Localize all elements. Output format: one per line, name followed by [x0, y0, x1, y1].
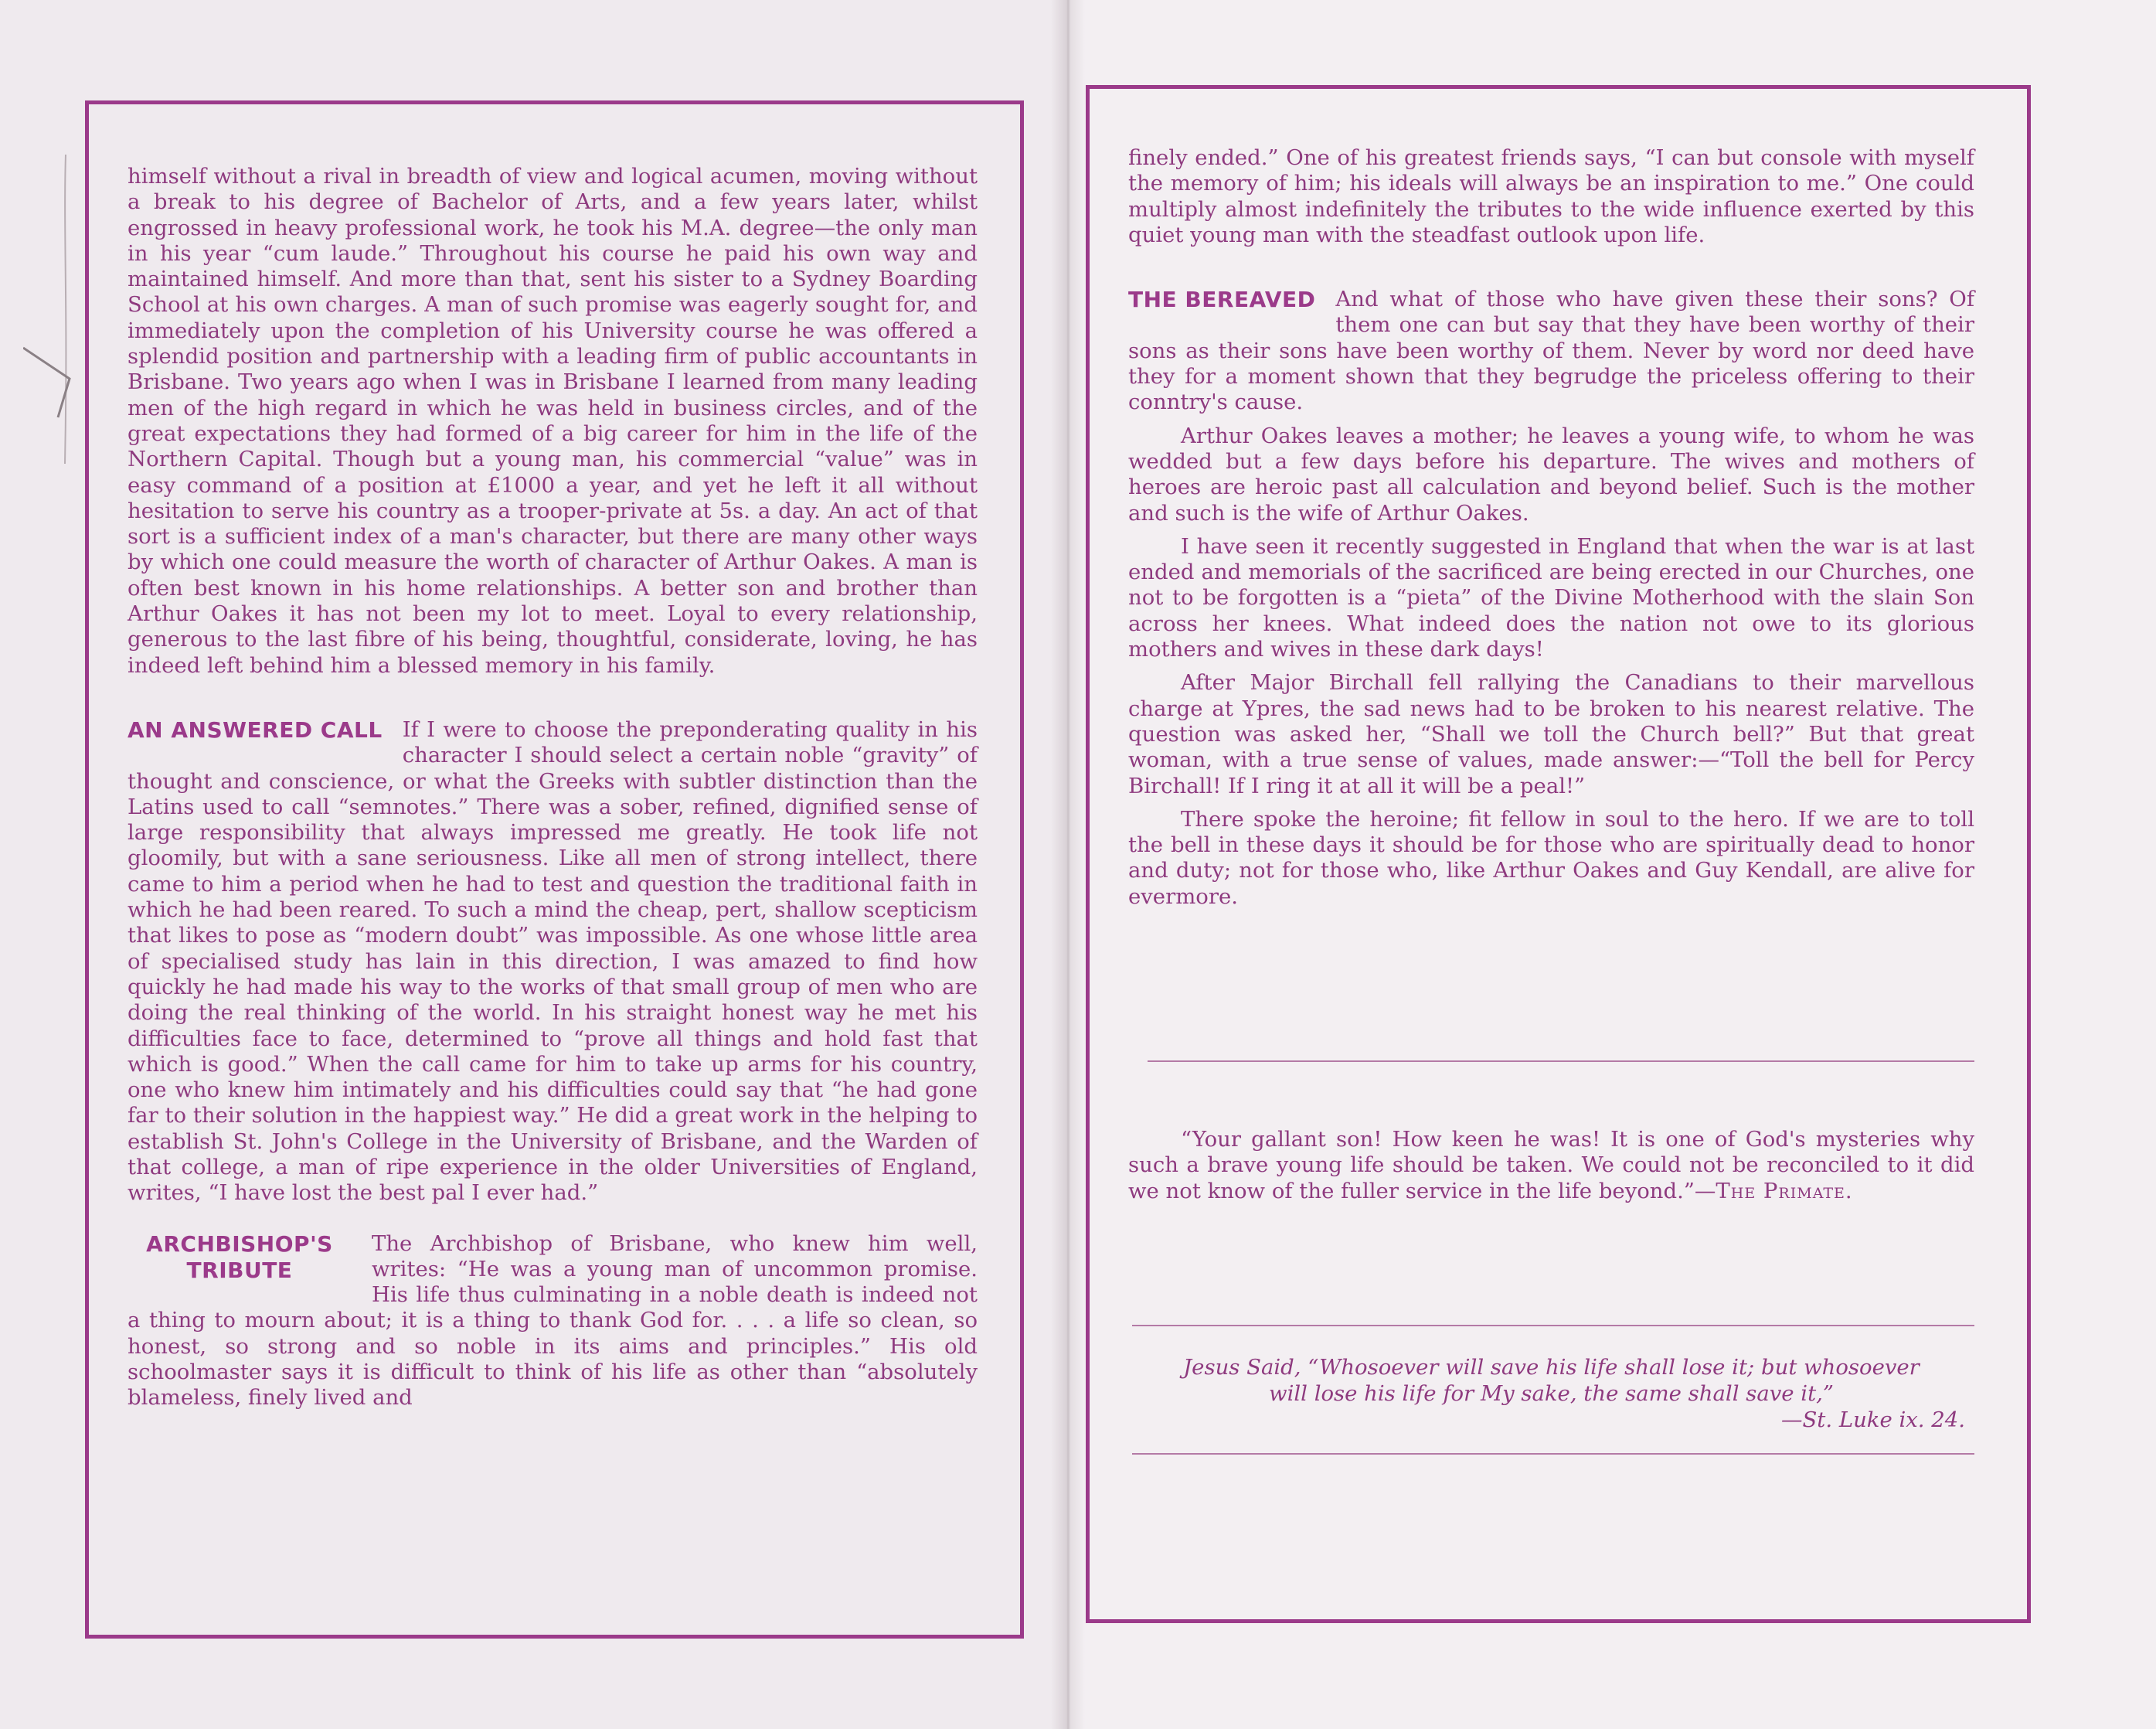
scripture-line-2: will lose his life for My sake, the same shall save it,” [1269, 1381, 1834, 1406]
scripture-quote [1128, 1354, 1974, 1433]
scripture-line-1: Jesus Said, “Whosoever will save his life shall lose it; but whosoever [1183, 1355, 1920, 1380]
bereaved-paragraph-2: Arthur Oakes leaves a mother; he leaves a young wife, to whom he was wedded but a few days before his departure. The wives and mothers of heroes are heroic past all calculation and beyond belief. Such is the mother and such is the wife of Arthur Oakes. [1128, 423, 1974, 526]
answered-call-text: If I were to choose the preponderating quality in his character I should select a certain noble “gravity” of thought and conscience, or what the Greeks with subtler distinction than the Latins used to call “semnotes.” There was a sober, refined, dignified sense of large responsibility that always impressed me greatly. He took life not gloomily, but with a sane seriousness. Like all men of strong intellect, there came to him a period when he had to test and question the traditional faith in which he had been reared. To such a mind the cheap, pert, shallow scepticism that likes to pose as “modern doubt” was impossible. As one whose little area of specialised study has lain in this direction, I was amazed to find how quickly he had made his way to the works of that small group of men who are doing the real thinking of the world. In his straight honest way he met his difficulties face to face, determined to “prove all things and hold fast that which is good.” When the call came for him to take up arms for his country, one who knew him intimately and his difficulties could say that “he had gone far to their solution in the happiest way.” He did a great work in the helping to establish St. John's College in the University of Brisbane, and the Warden of that college, a man of ripe experience in the older Universities of England, writes, “I have lost the best pal I ever had.” [128, 716, 978, 1206]
left-page-text [128, 164, 978, 1411]
scripture-citation: —St. Luke ix. 24. [1780, 1407, 1965, 1432]
bereaved-paragraph-4: After Major Birchall fell rallying the Canadians to their marvellous charge at Ypres, the sad news had to be broken to his nearest relative. The question was asked her, “Shall we toll the Church bell?” But that great woman, with a true sense of values, made answer:—“Toll the bell for Percy Birchall! If I ring it at all it will be a peal!” [1128, 670, 1974, 798]
archbishop-heading [128, 1231, 352, 1284]
divider-rule [1132, 1325, 1974, 1326]
bereaved-paragraph-5: There spoke the heroine; fit fellow in soul to the hero. If we are to toll the bell in these days it should be for those who are spiritually dead to honor and duty; not for those who, like Arthur Oakes and Guy Kendall, are alive for evermore. [1128, 806, 1974, 909]
archbishop-heading-line1: ARCHBISHOP'S [146, 1230, 333, 1257]
archbishop-section [128, 1231, 978, 1411]
page-gutter [1051, 0, 1085, 1729]
primate-quote-paragraph [1128, 1127, 1974, 1204]
archbishop-text: The Archbishop of Brisbane, who knew him well, writes: “He was a young man of uncommon promise. His life thus culminating in a noble death is indeed not a thing to mourn about; it is a thing to thank God for. . . . a life so clean, so honest, so strong and so noble in its aims and principles.” His old schoolmaster says it is difficult to think of his life as other than “absolutely blameless, finely lived and [128, 1230, 978, 1411]
intro-paragraph: himself without a rival in breadth of view and logical acumen, moving without a break to his degree of Bachelor of Arts, and a few years later, whilst engrossed in heavy professional work, he took his M.A. degree—the only man in his year “cum laude.” Throughout his course he paid his own way and maintained himself. And more than that, sent his sister to a Sydney Boarding School at his own charges. A man of such promise was eagerly sought for, and immediately upon the completion of his University course he was offered a splendid position and partnership with a leading firm of public accountants in Brisbane. Two years ago when I was in Brisbane I learned from many leading men of the high regard in which he was held in business circles, and of the great expectations they had formed of a big career for him in the life of the Northern Capital. Though but a young man, his commercial “value” was in easy command of a position at £1000 a year, and yet he left it all without hesitation to serve his country as a trooper-private at 5s. a day. An act of that sort is a sufficient index of a man's character, but there are many other ways by which one could measure the worth of character of Arthur Oakes. A man is often best known in his home relationships. A better son and brother than Arthur Oakes it has not been my lot to meet. Loyal to every relationship, generous to the last fibre of his being, thoughtful, considerate, loving, he has indeed left behind him a blessed memory in his family. [128, 164, 978, 678]
primate-attribution: The Primate. [1716, 1178, 1853, 1203]
continuation-paragraph: finely ended.” One of his greatest friends says, “I can but console with myself the memory of him; his ideals will always be an inspiration to me.” One could multiply almost indefinitely the tributes to the wide influence exerted by this quiet young man with the steadfast outlook upon life. [1128, 145, 1974, 247]
answered-call-heading: AN ANSWERED CALL [128, 716, 383, 743]
divider-rule [1148, 1060, 1974, 1062]
right-page-text [1128, 145, 1974, 910]
primate-quote [1128, 1127, 1974, 1204]
bereaved-text: And what of those who have given these their sons? Of them one can but say that they have been worthy of their sons as their sons have been worthy of them. Never by word nor deed have they for a moment shown that they begrudge the priceless offering to their conntry's cause. [1128, 287, 1974, 415]
answered-call-section [128, 717, 978, 1207]
bereaved-paragraph-3: I have seen it recently suggested in England that when the war is at last ended and memorials of the sacrificed are being erected in our Churches, one not to be forgotten is a “pieta” of the Divine Motherhood with the slain Son across her knees. What indeed does the nation not owe to its glorious mothers and wives in these dark days! [1128, 533, 1974, 662]
archbishop-heading-line2: TRIBUTE [186, 1257, 293, 1283]
divider-rule [1132, 1453, 1974, 1455]
bereaved-heading: THE BEREAVED [1128, 287, 1316, 313]
page-mark [23, 332, 85, 425]
primate-quote-text: “Your gallant son! How keen he was! It is one of God's mysteries why such a brave young life should be taken. We could not be reconciled to it did we not know of the fuller service in the life beyond.”— [1128, 1127, 1974, 1203]
bereaved-section [1128, 287, 1974, 910]
